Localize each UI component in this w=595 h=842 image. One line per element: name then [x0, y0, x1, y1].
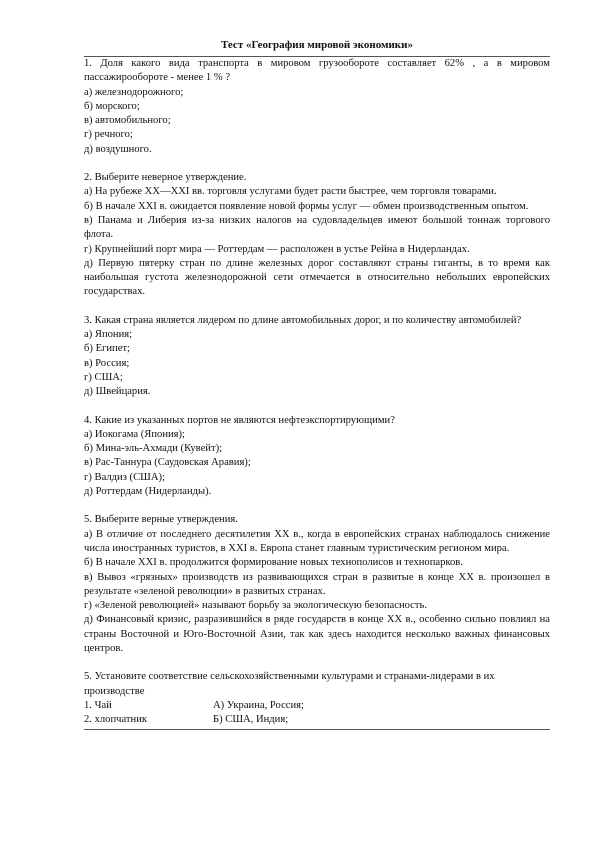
spacer: [84, 499, 550, 513]
match-right: А) Украина, Россия;: [213, 699, 304, 711]
answer-option: б) Мина-эль-Ахмади (Кувейт);: [84, 443, 223, 455]
answer-option: а) В отличие от последнего десятилетия XX в., когда в европейских странах наблюдалось снижение числа иностранных туристов, в XXI в. Европа станет главным туристическим регионом мира.: [84, 528, 550, 554]
answer-option: г) США;: [84, 371, 123, 383]
question-text: 2. Выберите неверное утверждение.: [84, 172, 247, 184]
answer-option: б) морского;: [84, 100, 140, 112]
match-row: [84, 713, 550, 727]
answer-option: в) Рас-Таннура (Саудовская Аравия);: [84, 457, 251, 469]
match-left: 1. Чай: [84, 699, 112, 711]
answer-option: г) речного;: [84, 129, 133, 141]
question-text: 3. Какая страна является лидером по длине автомобильных дорог, и по количеству автомобилей?: [84, 314, 522, 326]
question-3: [84, 314, 550, 400]
question-4: [84, 414, 550, 500]
question-text: 5. Установите соответствие сельскохозяйственными культурами и странами-лидерами в их производстве: [84, 671, 495, 697]
answer-option: б) Египет;: [84, 343, 130, 355]
answer-option: в) Россия;: [84, 357, 130, 369]
question-5: [84, 513, 550, 656]
question-1: [84, 57, 550, 157]
answer-option: а) Япония;: [84, 329, 133, 341]
answer-option: в) Панама и Либерия из-за низких налогов на судовладельцев имеют большой тоннаж торгового флота.: [84, 214, 550, 241]
answer-option: г) «Зеленой революцией» называют борьбу за экологическую безопасность.: [84, 600, 427, 612]
question-text: 1. Доля какого вида транспорта в мировом грузообороте составляет 62% , а в мировом пассажирообороте - менее 1 % ?: [84, 58, 550, 84]
bottom-divider: [84, 729, 550, 730]
match-right: Б) США, Индия;: [213, 714, 289, 726]
answer-option: д) Роттердам (Нидерланды).: [84, 486, 212, 498]
answer-option: д) Швейцария.: [84, 386, 151, 398]
answer-option: в) автомобильного;: [84, 115, 171, 127]
answer-option: а) Иокогама (Япония);: [84, 428, 186, 440]
answer-option: б) В начале XXI в. продолжится формирование новых технополисов и технопарков.: [84, 557, 463, 569]
answer-option: а) На рубеже XX—XXI вв. торговля услугами будет расти быстрее, чем торговля товарами.: [84, 186, 497, 198]
answer-option: г) Валдиз (США);: [84, 471, 165, 483]
question-6: [84, 670, 550, 727]
spacer: [84, 656, 550, 670]
spacer: [84, 300, 550, 314]
question-2: [84, 171, 550, 300]
spacer: [84, 400, 550, 414]
question-text: 5. Выберите верные утверждения.: [84, 514, 238, 526]
spacer: [84, 157, 550, 171]
answer-option: в) Вывоз «грязных» производств из развивающихся стран в развитые в конце XX в. произошел в результате «зеленой революции» в развитых странах.: [84, 571, 550, 597]
answer-option: д) воздушного.: [84, 143, 152, 155]
question-text: 4. Какие из указанных портов не являются нефтеэкспортирующими?: [84, 414, 395, 426]
answer-option: д) Финансовый кризис, разразившийся в ряде государств в конце XX в., особенно сильно повлиял на страны Восточной и Юго-Восточной Азии, так как здесь находится несколько важных финансовых центров.: [84, 614, 550, 654]
answer-option: д) Первую пятерку стран по длине железных дорог составляют страны гиганты, в то время как наибольшая густота железнодорожной сети отмечается в относительно небольших европейских государствах.: [84, 257, 550, 298]
match-row: [84, 699, 550, 713]
answer-option: г) Крупнейший порт мира — Роттердам — расположен в устье Рейна в Нидерландах.: [84, 243, 470, 255]
answer-option: б) В начале XXI в. ожидается появление новой формы услуг — обмен производственным опытом.: [84, 200, 529, 212]
match-left: 2. хлопчатник: [84, 714, 148, 726]
page-title: Тест «География мировой экономики»: [221, 39, 413, 51]
answer-option: а) железнодорожного;: [84, 86, 184, 98]
